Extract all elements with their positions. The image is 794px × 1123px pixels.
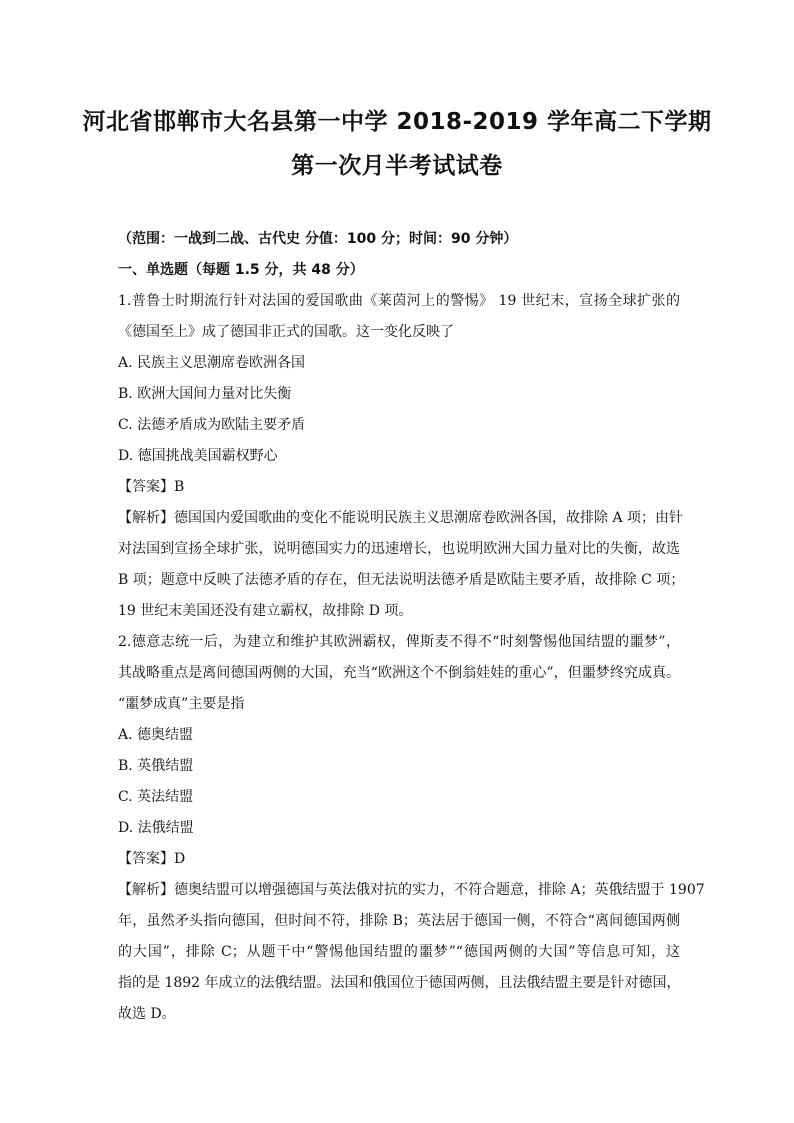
q2-analysis-line: 【解析】德奥结盟可以增强德国与英法俄对抗的实力，不符合题意，排除 A；英俄结盟于 1907 bbox=[118, 882, 705, 898]
q2-option-b: B. 英俄结盟 bbox=[118, 758, 194, 774]
q1-stem-line: 1.普鲁士时期流行针对法国的爱国歌曲《莱茵河上的警惕》 19 世纪末，宣扬全球扩张的 bbox=[118, 293, 680, 309]
q2-analysis-line: 年，虽然矛头指向德国，但时间不符，排除 B；英法居于德国一侧，不符合“离间德国两侧 bbox=[118, 913, 680, 929]
q1-option-d: D. 德国挑战美国霸权野心 bbox=[118, 448, 278, 464]
q1-analysis-line: B 项；题意中反映了法德矛盾的存在，但无法说明法德矛盾是欧陆主要矛盾，故排除 C 项； bbox=[118, 572, 685, 588]
q1-option-c: C. 法德矛盾成为欧陆主要矛盾 bbox=[118, 417, 306, 433]
q1-option-a: A. 民族主义思潮席卷欧洲各国 bbox=[118, 355, 306, 371]
q2-stem-line: 2.德意志统一后，为建立和维护其欧洲霸权，俾斯麦不得不“时刻警惕他国结盟的噩梦”， bbox=[118, 634, 680, 650]
q2-stem-line: “噩梦成真”主要是指 bbox=[118, 696, 245, 712]
q1-answer: 【答案】B bbox=[118, 479, 185, 495]
q2-option-a: A. 德奥结盟 bbox=[118, 727, 194, 743]
q2-stem-line: 其战略重点是离间德国两侧的大国，充当“欧洲这个不倒翁娃娃的重心”，但噩梦终究成真。 bbox=[118, 665, 680, 681]
q2-option-c: C. 英法结盟 bbox=[118, 789, 194, 805]
q2-analysis-line: 指的是 1892 年成立的法俄结盟。法国和俄国位于德国两侧，且法俄结盟主要是针对德国， bbox=[118, 975, 681, 991]
q1-stem-line: 《德国至上》成了德国非正式的国歌。这一变化反映了 bbox=[118, 324, 454, 340]
q2-analysis-line: 的大国”，排除 C；从题干中“警惕他国结盟的噩梦”“德国两侧的大国”等信息可知，这 bbox=[118, 944, 680, 960]
page-subtitle: 第一次月半考试试卷 bbox=[291, 153, 503, 179]
q2-analysis-line: 故选 D。 bbox=[118, 1006, 176, 1022]
q1-analysis-line: 19 世纪末美国还没有建立霸权，故排除 D 项。 bbox=[118, 603, 413, 619]
q2-answer: 【答案】D bbox=[118, 851, 186, 867]
q2-option-d: D. 法俄结盟 bbox=[118, 820, 194, 836]
exam-scope: （范围：一战到二战、古代史 分值：100 分；时间：90 分钟） bbox=[118, 231, 518, 247]
section-header: 一、单选题（每题 1.5 分，共 48 分） bbox=[118, 262, 364, 278]
q1-analysis-line: 【解析】德国国内爱国歌曲的变化不能说明民族主义思潮席卷欧洲各国，故排除 A 项；由针 bbox=[118, 510, 684, 526]
page-title: 河北省邯郸市大名县第一中学 2018-2019 学年高二下学期 bbox=[82, 109, 712, 135]
q1-analysis-line: 对法国到宣扬全球扩张，说明德国实力的迅速增长，也说明欧洲大国力量对比的失衡，故选 bbox=[118, 541, 680, 557]
q1-option-b: B. 欧洲大国间力量对比失衡 bbox=[118, 386, 292, 402]
